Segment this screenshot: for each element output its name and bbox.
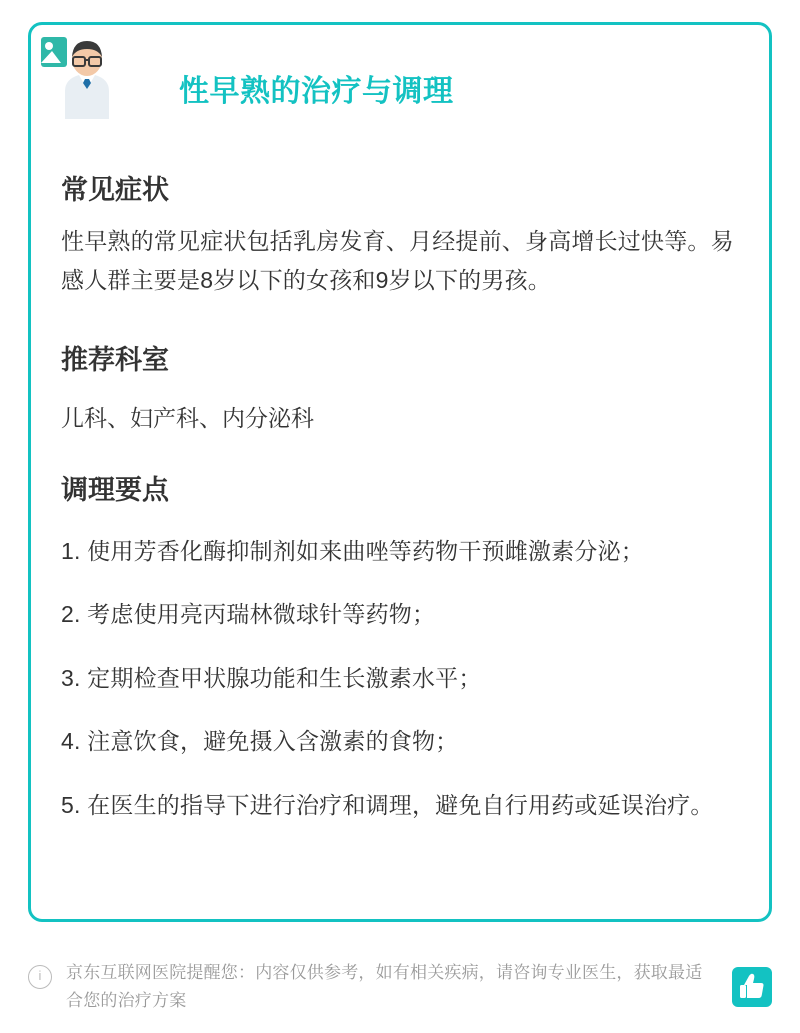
footer-disclaimer-text: 京东互联网医院提醒您：内容仅供参考，如有相关疾病，请咨询专业医生，获取最适合您的治疗方案 bbox=[66, 962, 703, 1010]
info-icon: i bbox=[28, 965, 52, 989]
doctor-avatar-icon bbox=[39, 33, 125, 119]
section-heading-tips: 调理要点 bbox=[61, 474, 169, 505]
tip-item: 2. 考虑使用亮丙瑞林微球针等药物； bbox=[61, 601, 436, 628]
section-text-department: 儿科、妇产科、内分泌科 bbox=[61, 404, 314, 431]
tip-item: 5. 在医生的指导下进行治疗和调理，避免自行用药或延误治疗。 bbox=[61, 791, 714, 818]
article-card bbox=[28, 22, 772, 922]
section-text-symptoms: 性早熟的常见症状包括乳房发育、月经提前、身高增长过快等。易感人群主要是8岁以下的女孩和9岁以下的男孩。 bbox=[61, 227, 734, 294]
footer-disclaimer-bar bbox=[28, 959, 772, 1015]
tip-item: 3. 定期检查甲状腺功能和生长激素水平； bbox=[61, 664, 482, 691]
section-heading-department: 推荐科室 bbox=[61, 344, 169, 375]
tip-item: 4. 注意饮食，避免摄入含激素的食物； bbox=[61, 728, 459, 755]
thumbs-up-icon[interactable] bbox=[732, 967, 772, 1007]
section-heading-symptoms: 常见症状 bbox=[61, 174, 169, 205]
tip-item: 1. 使用芳香化酶抑制剂如来曲唑等药物干预雌激素分泌； bbox=[61, 537, 644, 564]
page-title: 性早熟的治疗与调理 bbox=[179, 75, 454, 108]
